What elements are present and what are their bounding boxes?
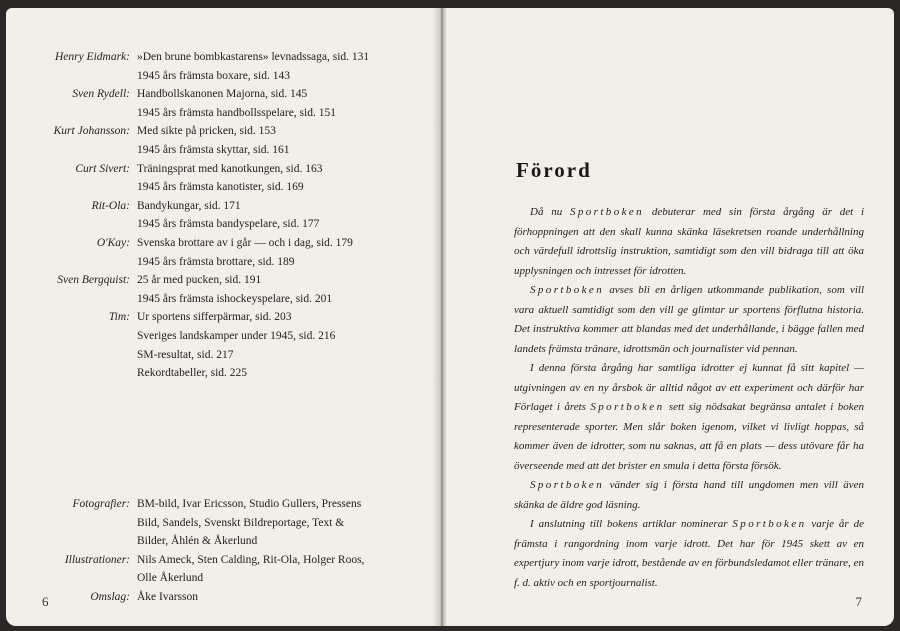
preface-text xyxy=(514,203,864,593)
toc-entry: »Den brune bombkastarens» levnadssaga, sid. 131 xyxy=(137,51,370,63)
toc-author: Sven Rydell: xyxy=(72,88,130,101)
book-name: Sportboken xyxy=(530,284,605,296)
toc-author: O'Kay: xyxy=(96,236,130,249)
toc-author: Rit-Ola: xyxy=(91,199,130,212)
text-run: I anslutning till bokens artiklar nominerar xyxy=(530,518,733,530)
toc-row xyxy=(6,308,438,327)
credit-row xyxy=(6,495,438,514)
right-page xyxy=(446,8,894,626)
toc-entry: SM-resultat, sid. 217 xyxy=(137,348,234,361)
preface-title: Förord xyxy=(516,158,592,182)
book-name: Sportboken xyxy=(530,479,605,491)
toc-entry: 1945 års främsta brottare, sid. 189 xyxy=(137,255,295,268)
toc-row xyxy=(6,85,438,104)
toc-entry: Träningsprat med kanotkungen, sid. 163 xyxy=(137,162,323,175)
text-run: sett sig nödsakat begränsa antalet i boken representerade sporter. Men slår boken igenom, vilket vi livligt hoppas, så kommer även de idrotter, som nu saknas, att få en plats — dess utövare får ha överseende med att det brister en smula i detta första försök. xyxy=(514,401,864,472)
toc-entry: 1945 års främsta boxare, sid. 143 xyxy=(137,69,290,82)
toc-entry: 25 år med pucken, sid. 191 xyxy=(137,274,262,287)
preface-paragraph xyxy=(514,203,864,281)
toc-row xyxy=(6,271,438,290)
preface-paragraph xyxy=(514,359,864,476)
credit-label: Illustrationer: xyxy=(64,553,130,566)
book-name: Sportboken xyxy=(590,401,665,413)
toc-row xyxy=(6,122,438,141)
toc-row xyxy=(6,346,438,365)
credit-line: Nils Ameck, Sten Calding, Rit-Ola, Holger Roos, xyxy=(137,553,365,566)
toc-row xyxy=(6,215,438,234)
credit-label: Omslag: xyxy=(90,590,130,603)
toc-entry: Ur sportens sifferpärmar, sid. 203 xyxy=(137,311,292,324)
credit-row xyxy=(6,514,438,533)
toc-row xyxy=(6,253,438,272)
toc-row xyxy=(6,327,438,346)
book-name: Sportboken xyxy=(732,518,807,530)
text-run: I denna första årgång har samtliga idrotter ej kunnat få sitt kapitel — utgivningen av en ny årsbok är alltid något av ett experiment och därför har Förlaget i årets xyxy=(514,362,864,413)
credit-line: Bild, Sandels, Svenskt Bildreportage, Text & xyxy=(137,516,345,529)
toc-author: Kurt Johansson: xyxy=(53,125,130,138)
left-page xyxy=(6,8,438,626)
text-run: vänder sig i första hand till ungdomen men vill även skänka de äldre god läsning. xyxy=(514,479,864,511)
toc-entry: 1945 års främsta handbollsspelare, sid. 151 xyxy=(137,106,336,119)
toc-row xyxy=(6,178,438,197)
toc-entry: Svenska brottare av i går — och i dag, sid. 179 xyxy=(137,236,353,249)
credit-row xyxy=(6,532,438,551)
toc-author: Sven Bergquist: xyxy=(57,274,130,287)
toc-entry: Sveriges landskamper under 1945, sid. 216 xyxy=(137,329,336,342)
page-number-right: 7 xyxy=(855,594,862,609)
text-run: avses bli en årligen utkommande publikation, som vill vara aktuell samtidigt som den vill ge glimtar ur sportens förflutna historia. Det instruktiva kommer att blandas med det underhållande, i bägge fallen med landets främsta tränare, idrottsmän och journalister vid pennan. xyxy=(514,284,864,355)
text-run: debuterar med sin första årgång är det i förhoppningen att den skall kunna skänka läsekretsen roande underhållning och värdefull idrottslig instruktion, samtidigt som den vill bidraga till att öka upplysningen och intresset för idrotten. xyxy=(514,206,864,277)
toc-row xyxy=(6,234,438,253)
toc-author: Tim: xyxy=(108,311,130,324)
text-run: Då nu xyxy=(530,206,570,218)
toc-entry: Bandykungar, sid. 171 xyxy=(137,199,241,212)
toc-entry: 1945 års främsta bandyspelare, sid. 177 xyxy=(137,218,320,231)
credits-section xyxy=(6,495,438,607)
credit-row xyxy=(6,569,438,588)
credit-line: Åke Ivarsson xyxy=(137,590,198,603)
credit-row xyxy=(6,551,438,570)
book-name: Sportboken xyxy=(569,206,645,218)
toc-row xyxy=(6,141,438,160)
toc-entry: Rekordtabeller, sid. 225 xyxy=(137,367,248,380)
credit-row xyxy=(6,588,438,607)
preface-paragraph xyxy=(514,476,864,515)
toc-entry: 1945 års främsta ishockeyspelare, sid. 201 xyxy=(137,292,333,305)
text-run: varje år de främsta i rangordning inom varje idrott. Det har för 1945 skett av en expertjury inom varje idrott, bestående av en förbundsledamot eller tränare, en f. d. aktiv och en sportjournalist. xyxy=(514,518,864,589)
toc-row xyxy=(6,197,438,216)
credit-line: Bilder, Åhlén & Åkerlund xyxy=(137,535,258,548)
toc-author: Curt Sivert: xyxy=(75,162,130,175)
toc-row xyxy=(6,160,438,179)
toc-row xyxy=(6,48,438,67)
toc-entry: Handbollskanonen Majorna, sid. 145 xyxy=(137,88,308,101)
preface-paragraph xyxy=(514,515,864,593)
table-of-contents xyxy=(6,48,438,383)
toc-entry: Med sikte på pricken, sid. 153 xyxy=(137,125,276,138)
credit-line: Olle Åkerlund xyxy=(137,572,204,585)
toc-row xyxy=(6,290,438,309)
toc-entry: 1945 års främsta skyttar, sid. 161 xyxy=(137,143,290,156)
toc-row xyxy=(6,67,438,86)
toc-author: Henry Eidmark: xyxy=(54,51,130,63)
toc-row xyxy=(6,104,438,123)
credit-label: Fotografier: xyxy=(72,498,130,510)
toc-row xyxy=(6,364,438,383)
preface-paragraph xyxy=(514,281,864,359)
toc-entry: 1945 års främsta kanotister, sid. 169 xyxy=(137,181,304,194)
page-number-left: 6 xyxy=(42,594,49,609)
credit-line: BM-bild, Ivar Ericsson, Studio Gullers, Pressens xyxy=(137,498,362,510)
